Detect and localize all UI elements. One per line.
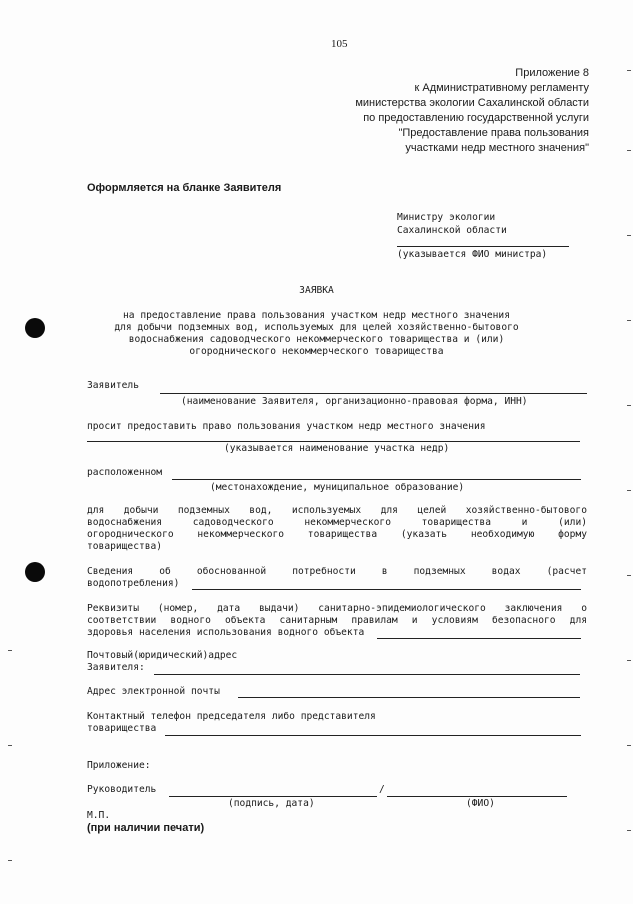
- slash-separator: /: [379, 784, 385, 795]
- scan-mark: [627, 70, 631, 71]
- location-hint: (местонахождение, муниципальное образование): [210, 482, 465, 493]
- purpose-line: водоснабжения садоводческого некоммерческого товарищества и (или): [87, 517, 587, 528]
- document-title: ЗАЯВКА: [299, 285, 334, 296]
- needs-line: Сведения об обоснованной потребности в подземных водах (расчет: [87, 566, 587, 577]
- name-hint: (ФИО): [466, 798, 495, 809]
- postal-label: Заявителя:: [87, 662, 145, 673]
- subtitle-line: огороднического некоммерческого товарищества: [189, 346, 444, 357]
- scan-mark: [627, 830, 631, 831]
- sign-hint: (подпись, дата): [228, 798, 315, 809]
- scan-mark: [627, 490, 631, 491]
- appendix-line: Приложение 8: [515, 67, 589, 79]
- needs-line: водопотребления): [87, 578, 180, 589]
- purpose-line: товарищества): [87, 541, 163, 552]
- purpose-line: огороднического некоммерческого товарищества (указать необходимую форму: [87, 529, 587, 540]
- location-field[interactable]: [172, 479, 581, 480]
- applicant-field[interactable]: [160, 393, 587, 394]
- applicant-label: Заявитель: [87, 380, 139, 391]
- requisites-line: здоровья населения использования водного объекта: [87, 627, 365, 638]
- appendix-line: к Административному регламенту: [414, 82, 589, 94]
- appendix-line: по предоставлению государственной услуги: [363, 112, 589, 124]
- scan-mark: [627, 150, 631, 151]
- scan-mark: [8, 745, 12, 746]
- purpose-line: для добычи подземных вод, используемых для целей хозяйственно-бытового: [87, 505, 587, 516]
- scan-mark: [627, 235, 631, 236]
- appendix-line: министерства экологии Сахалинской области: [355, 97, 589, 109]
- requisites-line: соответствии водного объекта санитарным правилам и условиям безопасного для: [87, 615, 587, 626]
- applicant-hint: (наименование Заявителя, организационно-правовая форма, ИНН): [181, 396, 528, 407]
- request-text: просит предоставить право пользования участком недр местного значения: [87, 421, 486, 432]
- appendix-line: участками недр местного значения": [405, 142, 589, 154]
- head-label: Руководитель: [87, 784, 157, 795]
- addressee-line: Министру экологии: [397, 212, 496, 223]
- subtitle-line: на предоставление права пользования участком недр местного значения: [123, 310, 510, 321]
- subtitle-line: для добычи подземных вод, используемых для целей хозяйственно-бытового: [114, 322, 519, 333]
- stamp-label: М.П.: [87, 810, 111, 821]
- addressee-line: Сахалинской области: [397, 225, 507, 236]
- email-field[interactable]: [238, 697, 580, 698]
- scan-mark: [8, 650, 12, 651]
- phone-label: товарищества: [87, 723, 157, 734]
- attachment-label: Приложение:: [87, 760, 151, 771]
- email-label: Адрес электронной почты: [87, 686, 220, 697]
- phone-label: Контактный телефон председателя либо представителя: [87, 711, 376, 722]
- postal-address-field[interactable]: [154, 674, 580, 675]
- phone-field[interactable]: [165, 735, 581, 736]
- plot-hint: (указывается наименование участка недр): [224, 443, 450, 454]
- scan-mark: [627, 405, 631, 406]
- letterhead-note: Оформляется на бланке Заявителя: [87, 182, 282, 194]
- scan-mark: [627, 660, 631, 661]
- binder-hole: [25, 562, 45, 582]
- appendix-block: [300, 66, 589, 156]
- full-name-field[interactable]: [387, 796, 567, 797]
- requisites-line: Реквизиты (номер, дата выдачи) санитарно-эпидемиологического заключения о: [87, 603, 587, 614]
- subtitle-line: водоснабжения садоводческого некоммерческого товарищества и (или): [128, 334, 505, 345]
- water-needs-field[interactable]: [192, 589, 581, 590]
- stamp-note: (при наличии печати): [87, 822, 205, 834]
- minister-name-field[interactable]: [397, 246, 569, 247]
- scan-mark: [627, 575, 631, 576]
- plot-name-field[interactable]: [87, 441, 580, 442]
- scan-mark: [627, 745, 631, 746]
- addressee-hint: (указывается ФИО министра): [397, 249, 548, 260]
- postal-label: Почтовый(юридический)адрес: [87, 650, 238, 661]
- located-label: расположенном: [87, 467, 163, 478]
- scan-mark: [8, 860, 12, 861]
- appendix-line: "Предоставление права пользования: [398, 127, 589, 139]
- page-number: 105: [331, 38, 348, 50]
- sanitary-conclusion-field[interactable]: [377, 638, 581, 639]
- signature-field[interactable]: [169, 796, 377, 797]
